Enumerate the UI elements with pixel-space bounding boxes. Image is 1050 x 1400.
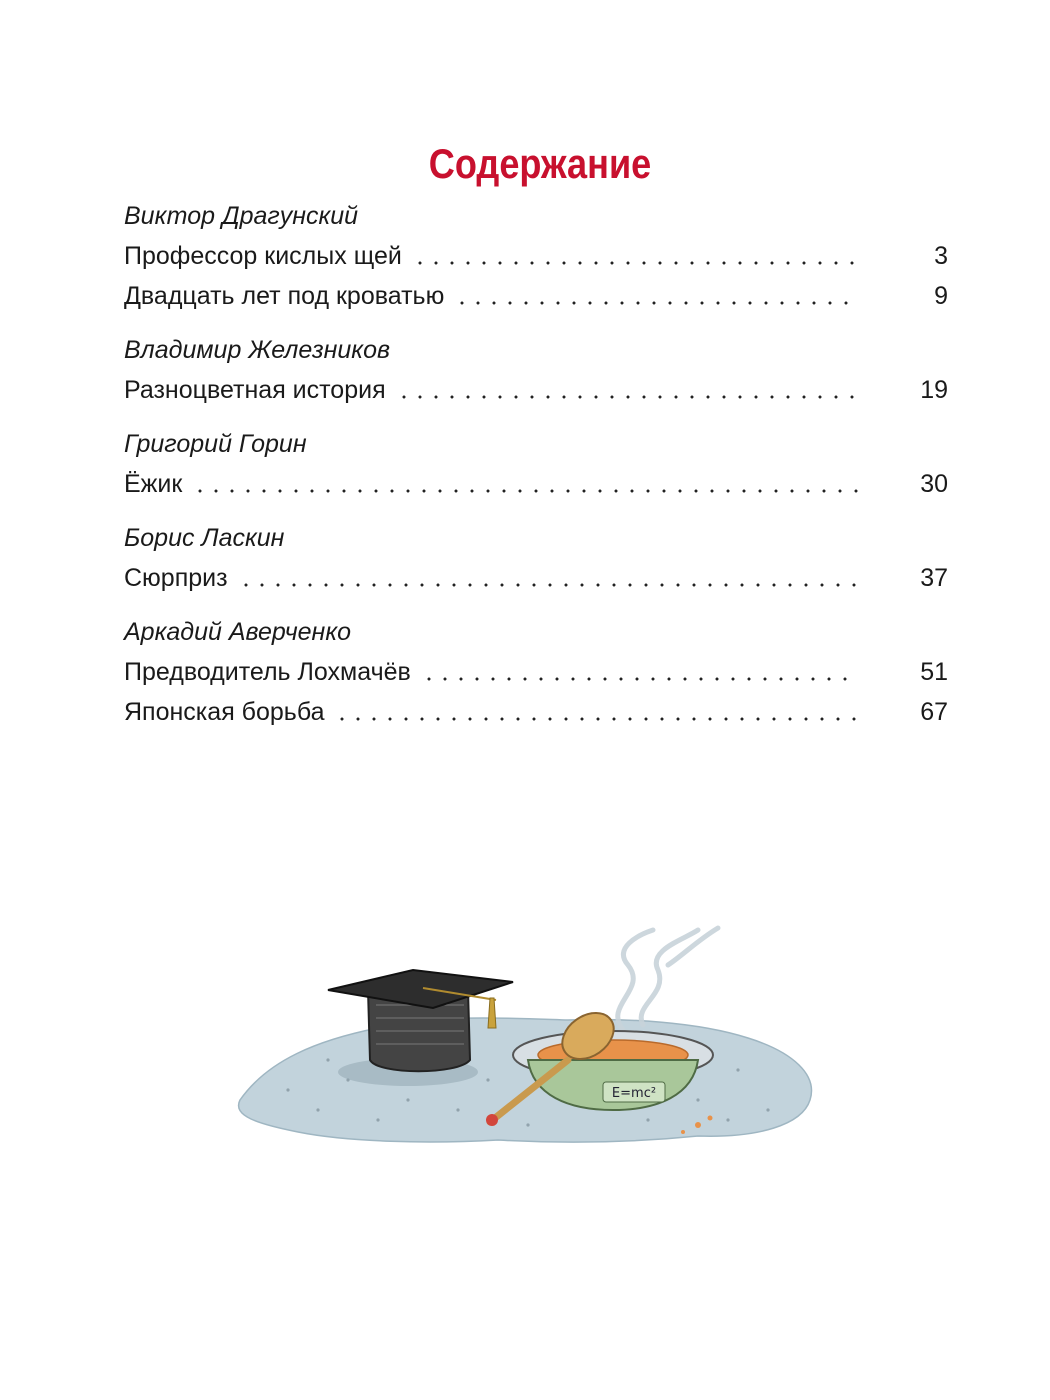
entry-title: Разноцветная история: [124, 376, 386, 404]
steam-icon: [618, 928, 718, 1030]
toc-entry[interactable]: [124, 558, 948, 598]
author-name: Борис Ласкин: [124, 524, 285, 552]
entry-title: Сюрприз: [124, 564, 228, 592]
illustration-hat-and-soup: [228, 910, 828, 1160]
floor-puddle: [239, 1018, 812, 1142]
page-title: Содержание: [428, 140, 652, 188]
author-name: Виктор Драгунский: [124, 202, 359, 230]
dot-leader: [396, 395, 858, 399]
toc-section: [124, 196, 948, 316]
dot-leader: [412, 261, 858, 265]
toc-section: [124, 518, 948, 598]
page-number: 19: [920, 376, 948, 404]
author-name: Григорий Горин: [124, 430, 307, 458]
toc-entry[interactable]: [124, 276, 948, 316]
entry-title: Ёжик: [124, 470, 183, 498]
bowl-formula: E=mc²: [611, 1086, 657, 1101]
page-number: 67: [920, 698, 948, 726]
page-number: 37: [920, 564, 948, 592]
dot-leader: [454, 301, 858, 305]
entry-title: Двадцать лет под кроватью: [124, 282, 445, 310]
page-number: 51: [920, 658, 948, 686]
entry-title: Предводитель Лохмачёв: [124, 658, 411, 686]
dot-leader: [238, 583, 858, 587]
page-number: 30: [920, 470, 948, 498]
toc-section: [124, 330, 948, 410]
toc-entry[interactable]: [124, 652, 948, 692]
toc-entry[interactable]: [124, 370, 948, 410]
toc-entry[interactable]: [124, 236, 948, 276]
author-name: Владимир Железников: [124, 336, 391, 364]
dot-leader: [192, 489, 858, 493]
toc-entry[interactable]: [124, 464, 948, 504]
page-number: 3: [934, 242, 948, 270]
toc-section: [124, 424, 948, 504]
dot-leader: [334, 717, 858, 721]
dot-leader: [421, 677, 858, 681]
toc-section: [124, 612, 948, 732]
entry-title: Профессор кислых щей: [124, 242, 402, 270]
entry-title: Японская борьба: [124, 698, 325, 726]
author-name: Аркадий Аверченко: [124, 618, 352, 646]
toc-entry[interactable]: [124, 692, 948, 732]
page-number: 9: [934, 282, 948, 310]
